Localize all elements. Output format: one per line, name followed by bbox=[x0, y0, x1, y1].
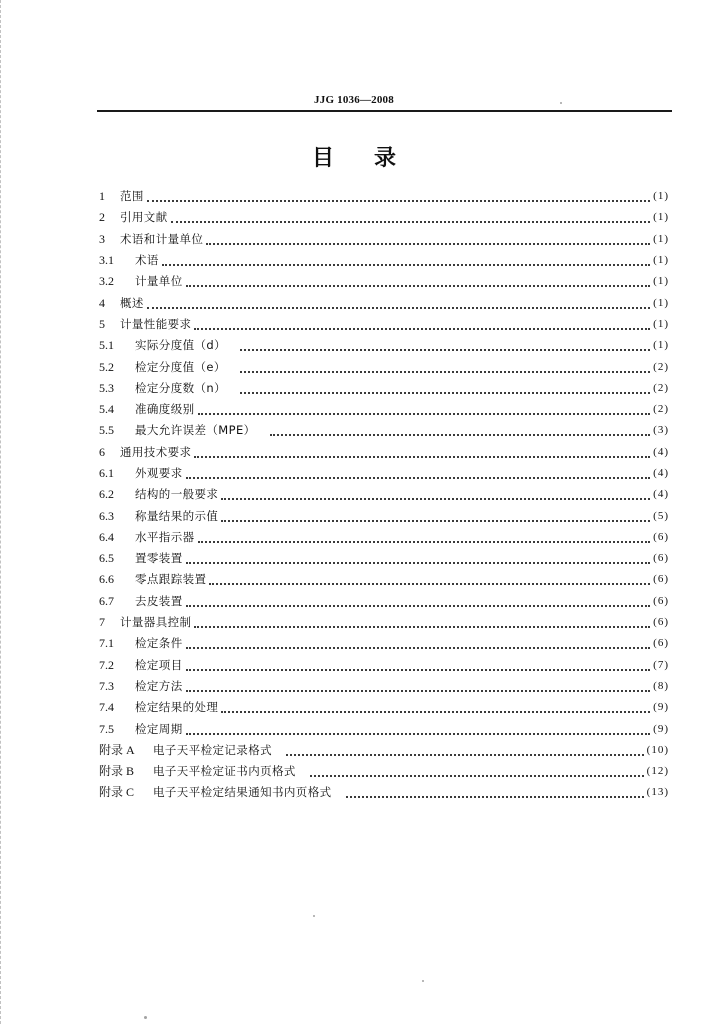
toc-entry-title: 实际分度值（d） bbox=[135, 338, 226, 353]
toc-entry bbox=[99, 718, 669, 739]
toc-entry-page: (4) bbox=[653, 467, 669, 479]
toc-entry-page: (1) bbox=[653, 232, 669, 245]
toc-dot-leader bbox=[198, 540, 651, 543]
toc-dot-leader bbox=[198, 412, 651, 415]
toc-entry-title: 引用文献 bbox=[120, 210, 168, 225]
toc-entry-title: 范围 bbox=[120, 189, 144, 204]
toc-entry-title: 置零装置 bbox=[135, 551, 183, 566]
toc-dot-leader bbox=[186, 689, 651, 692]
toc-dot-leader bbox=[206, 242, 650, 245]
toc-entry bbox=[99, 697, 669, 718]
toc-entry-number: 5.1 bbox=[99, 338, 114, 353]
toc-entry bbox=[99, 420, 669, 441]
scan-speck bbox=[144, 1016, 147, 1019]
toc-entry bbox=[99, 442, 669, 463]
toc-entry-title: 计量单位 bbox=[135, 274, 183, 289]
toc-entry-number: 5.4 bbox=[99, 402, 114, 417]
toc-dot-leader bbox=[209, 582, 650, 585]
toc-entry-title: 电子天平检定证书内页格式 bbox=[153, 764, 296, 779]
toc-dot-leader bbox=[240, 348, 650, 351]
toc-entry-number: 7.3 bbox=[99, 678, 114, 693]
toc-entry-number: 6.4 bbox=[99, 529, 114, 544]
toc-entry-page: (8) bbox=[653, 679, 669, 692]
toc-entry bbox=[99, 335, 669, 356]
toc-entry-number: 附录 C bbox=[99, 785, 135, 800]
toc-dot-leader bbox=[194, 455, 650, 458]
toc-entry-number: 1 bbox=[99, 189, 105, 204]
toc-entry-number: 4 bbox=[99, 295, 105, 310]
toc-entry-page: (7) bbox=[653, 658, 669, 671]
toc-entry-page: (1) bbox=[653, 275, 669, 288]
toc-entry bbox=[99, 676, 669, 697]
toc-dot-leader bbox=[194, 625, 650, 628]
toc-dot-leader bbox=[186, 561, 651, 564]
toc-entry-title: 检定结果的处理 bbox=[135, 700, 219, 715]
toc-entry bbox=[99, 378, 669, 399]
toc-entry-number: 3.2 bbox=[99, 274, 114, 289]
toc-entry-number: 6.5 bbox=[99, 551, 114, 566]
toc-dot-leader bbox=[310, 774, 644, 777]
toc-entry-title: 结构的一般要求 bbox=[135, 487, 219, 502]
toc-entry-number: 7.2 bbox=[99, 657, 114, 672]
toc-entry-page: (6) bbox=[653, 530, 669, 543]
toc-entry-number: 3 bbox=[99, 231, 105, 246]
toc-entry-number: 5.3 bbox=[99, 380, 114, 395]
toc-entry bbox=[99, 250, 669, 271]
toc-entry-number: 2 bbox=[99, 210, 105, 225]
toc-entry bbox=[99, 591, 669, 612]
toc-dot-leader bbox=[240, 391, 650, 394]
toc-entry-title: 检定分度数（n） bbox=[135, 380, 226, 395]
toc-entry-page: (9) bbox=[653, 701, 669, 714]
toc-dot-leader bbox=[221, 519, 650, 522]
toc-entry bbox=[99, 527, 669, 548]
toc-dot-leader bbox=[221, 497, 650, 500]
toc-entry-page: (2) bbox=[653, 360, 669, 373]
toc-entry bbox=[99, 292, 669, 313]
toc-entry-number: 5.5 bbox=[99, 423, 114, 438]
toc-entry-title: 去皮装置 bbox=[135, 593, 183, 608]
toc-entry-page: (6) bbox=[653, 616, 669, 629]
toc-entry bbox=[99, 399, 669, 420]
toc-dot-leader bbox=[162, 263, 650, 266]
toc-entry-page: (6) bbox=[653, 573, 669, 586]
toc-entry-number: 5 bbox=[99, 316, 105, 331]
toc-entry-page: (1) bbox=[653, 339, 669, 352]
toc-entry bbox=[99, 271, 669, 292]
toc-entry-title: 检定项目 bbox=[135, 657, 183, 672]
toc-entry-page: (3) bbox=[653, 424, 669, 437]
toc-entry-title: 电子天平检定结果通知书内页格式 bbox=[153, 785, 332, 800]
toc-dot-leader bbox=[186, 732, 651, 735]
toc-entry-page: (5) bbox=[653, 509, 669, 522]
toc-entry bbox=[99, 505, 669, 526]
toc-entry-title: 检定条件 bbox=[135, 636, 183, 651]
toc-entry-page: (12) bbox=[646, 765, 669, 778]
scan-speck bbox=[313, 915, 315, 917]
toc-entry-number: 6 bbox=[99, 444, 105, 459]
toc-entry-title: 检定分度值（e） bbox=[135, 359, 226, 374]
toc-entry bbox=[99, 207, 669, 228]
toc-dot-leader bbox=[186, 668, 651, 671]
toc-entry bbox=[99, 229, 669, 250]
toc-entry-title: 零点跟踪装置 bbox=[135, 572, 207, 587]
toc-dot-leader bbox=[346, 795, 644, 798]
toc-entry-page: (4) bbox=[653, 488, 669, 501]
toc-entry-number: 7.5 bbox=[99, 721, 114, 736]
toc-entry bbox=[99, 548, 669, 569]
toc-entry-title: 电子天平检定记录格式 bbox=[153, 742, 272, 757]
toc-dot-leader bbox=[186, 604, 651, 607]
toc-entry-number: 7 bbox=[99, 615, 105, 630]
toc-entry-number: 附录 A bbox=[99, 742, 135, 757]
toc-dot-leader bbox=[270, 433, 651, 436]
scan-speck bbox=[422, 980, 424, 982]
toc-dot-leader bbox=[171, 220, 651, 223]
toc-dot-leader bbox=[147, 199, 650, 202]
toc-entry-title: 计量器具控制 bbox=[120, 615, 192, 630]
table-of-contents bbox=[99, 186, 669, 804]
toc-dot-leader bbox=[147, 306, 650, 309]
toc-entry-title: 外观要求 bbox=[135, 466, 183, 480]
toc-entry-page: (10) bbox=[646, 743, 669, 756]
toc-entry-number: 3.1 bbox=[99, 253, 114, 268]
toc-entry-page: (6) bbox=[653, 637, 669, 650]
toc-entry bbox=[99, 186, 669, 207]
toc-entry-title: 准确度级别 bbox=[135, 402, 195, 417]
toc-entry-number: 5.2 bbox=[99, 359, 114, 374]
toc-entry-page: (13) bbox=[646, 786, 669, 799]
toc-entry-page: (9) bbox=[653, 722, 669, 735]
toc-entry-number: 6.7 bbox=[99, 593, 114, 608]
toc-entry bbox=[99, 569, 669, 590]
toc-entry-page: (4) bbox=[653, 445, 669, 458]
toc-entry bbox=[99, 740, 669, 761]
toc-entry-number: 附录 B bbox=[99, 764, 135, 779]
toc-entry bbox=[99, 612, 669, 633]
page-header: JJG 1036—2008 bbox=[314, 94, 394, 106]
toc-entry bbox=[99, 761, 669, 782]
toc-entry-page: (6) bbox=[653, 594, 669, 607]
toc-entry-number: 7.1 bbox=[99, 636, 114, 651]
toc-entry-title: 通用技术要求 bbox=[120, 444, 192, 459]
toc-entry-page: (1) bbox=[653, 296, 669, 309]
toc-dot-leader bbox=[194, 327, 650, 330]
toc-entry-title: 检定周期 bbox=[135, 721, 183, 736]
toc-entry bbox=[99, 314, 669, 335]
page-title: 目录 bbox=[311, 146, 436, 171]
toc-dot-leader bbox=[186, 476, 651, 479]
toc-entry-page: (1) bbox=[653, 211, 669, 224]
toc-entry-title: 术语和计量单位 bbox=[120, 231, 204, 246]
toc-dot-leader bbox=[286, 753, 644, 756]
toc-entry-title: 术语 bbox=[135, 253, 159, 268]
toc-entry-page: (1) bbox=[653, 190, 669, 203]
toc-entry bbox=[99, 463, 669, 484]
toc-dot-leader bbox=[221, 710, 650, 713]
toc-dot-leader bbox=[186, 284, 651, 287]
toc-entry bbox=[99, 633, 669, 654]
toc-entry-number: 6.3 bbox=[99, 508, 114, 523]
toc-entry-number: 6.2 bbox=[99, 487, 114, 502]
toc-entry bbox=[99, 356, 669, 377]
toc-entry-title: 水平指示器 bbox=[135, 529, 195, 544]
toc-entry bbox=[99, 655, 669, 676]
toc-entry-page: (2) bbox=[653, 381, 669, 394]
scan-speck bbox=[560, 102, 562, 104]
toc-entry-page: (2) bbox=[653, 403, 669, 416]
toc-entry-number: 6.6 bbox=[99, 572, 114, 587]
toc-entry-title: 计量性能要求 bbox=[120, 316, 192, 331]
toc-entry-number: 6.1 bbox=[99, 466, 114, 480]
toc-entry-title: 称量结果的示值 bbox=[135, 508, 219, 523]
toc-dot-leader bbox=[186, 646, 651, 649]
toc-entry-number: 7.4 bbox=[99, 700, 114, 715]
toc-entry bbox=[99, 484, 669, 505]
header-rule bbox=[97, 110, 672, 112]
toc-entry-title: 检定方法 bbox=[135, 678, 183, 693]
toc-entry-title: 最大允许误差（MPE） bbox=[135, 423, 256, 438]
toc-dot-leader bbox=[240, 370, 650, 373]
toc-entry-page: (1) bbox=[653, 254, 669, 267]
toc-entry-page: (1) bbox=[653, 317, 669, 330]
toc-entry bbox=[99, 782, 669, 803]
toc-entry-title: 概述 bbox=[120, 295, 144, 310]
toc-entry-page: (6) bbox=[653, 552, 669, 565]
